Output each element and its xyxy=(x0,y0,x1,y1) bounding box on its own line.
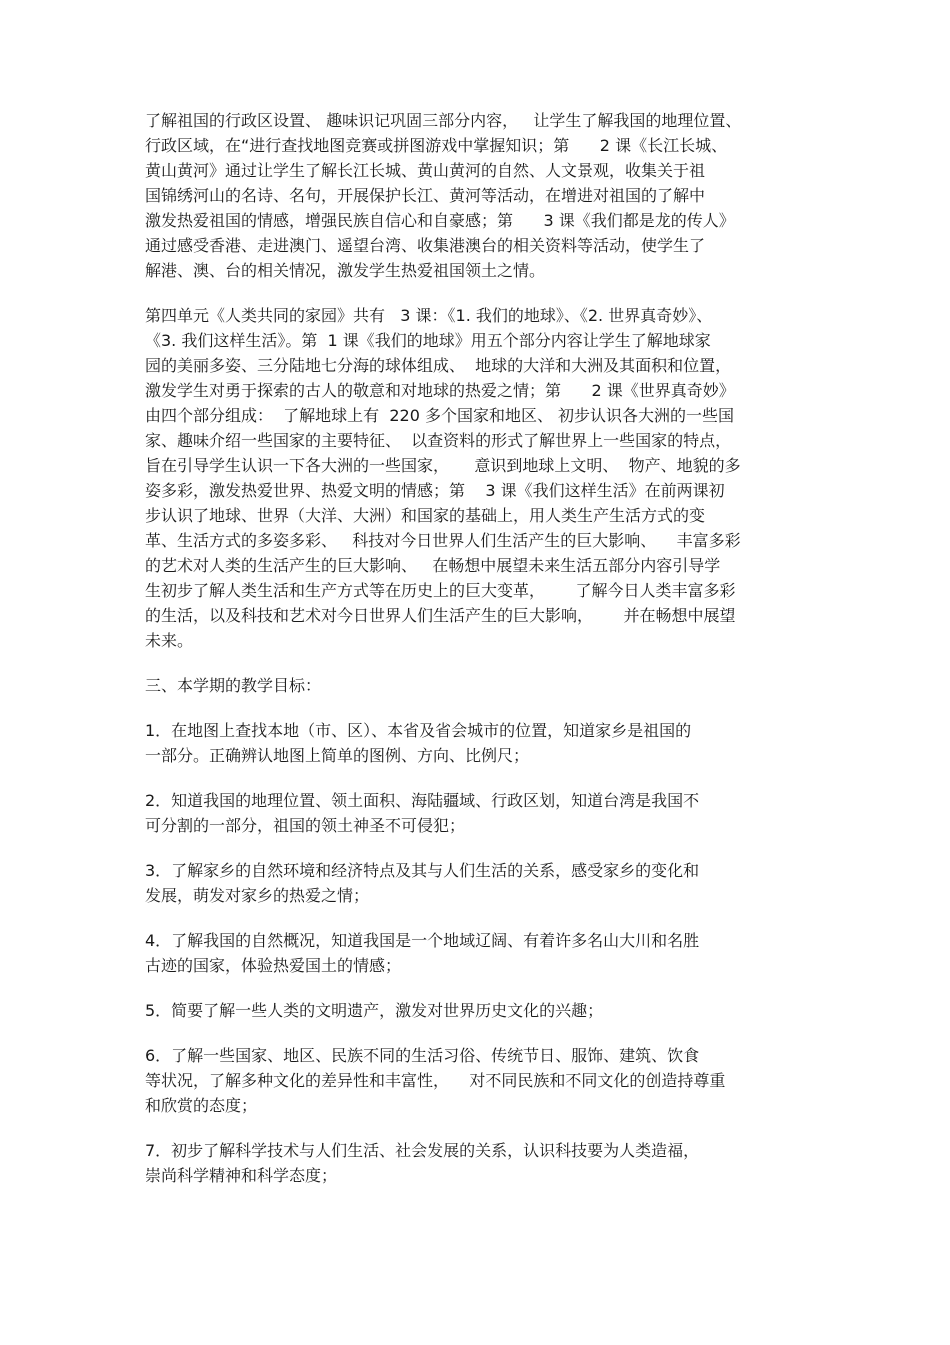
text-line: 的艺术对人类的生活产生的巨大影响、 在畅想中展望未来生活五部分内容引导学 xyxy=(145,556,721,575)
paragraph-gap xyxy=(145,768,815,788)
text-line: 7．初步了解科学技术与人们生活、社会发展的关系，认识科技要为人类造福， xyxy=(145,1141,700,1160)
text-line: 4．了解我国的自然概况，知道我国是一个地域辽阔、有着许多名山大川和名胜 xyxy=(145,931,700,950)
paragraph-gap xyxy=(145,283,815,303)
text-line: 《3. 我们这样生活》。第 1 课《我们的地球》用五个部分内容让学生了解地球家 xyxy=(145,331,711,350)
goal-item-7 xyxy=(145,1138,815,1188)
text-line: 的生活，以及科技和艺术对今日世界人们生活产生的巨大影响， 并在畅想中展望 xyxy=(145,606,736,625)
text-line: 一部分。正确辨认地图上简单的图例、方向、比例尺； xyxy=(145,746,530,765)
text-line: 黄山黄河》通过让学生了解长江长城、黄山黄河的自然、人文景观，收集关于祖 xyxy=(145,161,706,180)
goal-item-6 xyxy=(145,1043,815,1118)
section-heading-goals xyxy=(145,673,815,698)
text-line: 步认识了地球、世界（大洋、大洲）和国家的基础上，用人类生产生活方式的变 xyxy=(145,506,706,525)
text-line: 5．简要了解一些人类的文明遗产，激发对世界历史文化的兴趣； xyxy=(145,1001,604,1020)
text-line: 革、生活方式的多姿多彩、 科技对今日世界人们生活产生的巨大影响、 丰富多彩 xyxy=(145,531,741,550)
text-line: 旨在引导学生认识一下各大洲的一些国家， 意识到地球上文明、 物产、地貌的多 xyxy=(145,456,741,475)
paragraph-gap xyxy=(145,653,815,673)
paragraph-gap xyxy=(145,1023,815,1043)
goal-item-2 xyxy=(145,788,815,838)
text-line: 由四个部分组成： 了解地球上有 220 多个国家和地区、 初步认识各大洲的一些国 xyxy=(145,406,735,425)
goal-item-1 xyxy=(145,718,815,768)
text-line: 等状况，了解多种文化的差异性和丰富性， 对不同民族和不同文化的创造持尊重 xyxy=(145,1071,726,1090)
text-line: 崇尚科学精神和科学态度； xyxy=(145,1166,338,1185)
goal-item-4 xyxy=(145,928,815,978)
text-line: 通过感受香港、走进澳门、遥望台湾、收集港澳台的相关资料等活动，使学生了 xyxy=(145,236,706,255)
text-line: 2．知道我国的地理位置、领土面积、海陆疆域、行政区划，知道台湾是我国不 xyxy=(145,791,700,810)
paragraph-gap xyxy=(145,838,815,858)
paragraph-unit4-summary xyxy=(145,303,815,653)
text-line: 三、本学期的教学目标： xyxy=(145,676,322,695)
paragraph-gap xyxy=(145,1118,815,1138)
text-line: 发展，萌发对家乡的热爱之情； xyxy=(145,886,370,905)
paragraph-gap xyxy=(145,908,815,928)
text-line: 解港、澳、台的相关情况，激发学生热爱祖国领土之情。 xyxy=(145,261,546,280)
text-line: 激发学生对勇于探索的古人的敬意和对地球的热爱之情；第 2 课《世界真奇妙》 xyxy=(145,381,735,400)
text-line: 生初步了解人类生活和生产方式等在历史上的巨大变革， 了解今日人类丰富多彩 xyxy=(145,581,736,600)
paragraph-gap xyxy=(145,698,815,718)
text-line: 未来。 xyxy=(145,631,194,650)
text-line: 国锦绣河山的名诗、名句，开展保护长江、黄河等活动，在增进对祖国的了解中 xyxy=(145,186,706,205)
text-line: 激发热爱祖国的情感，增强民族自信心和自豪感；第 3 课《我们都是龙的传人》 xyxy=(145,211,735,230)
text-line: 第四单元《人类共同的家园》共有 3 课：《1. 我们的地球》、《2. 世界真奇妙》、 xyxy=(145,306,713,325)
text-line: 3．了解家乡的自然环境和经济特点及其与人们生活的关系，感受家乡的变化和 xyxy=(145,861,700,880)
paragraph-gap xyxy=(145,978,815,998)
text-line: 行政区域，在“进行查找地图竞赛或拼图游戏中掌握知识；第 2 课《长江长城、 xyxy=(145,136,728,155)
text-line: 园的美丽多姿、三分陆地七分海的球体组成、 地球的大洋和大洲及其面积和位置， xyxy=(145,356,732,375)
text-line: 6．了解一些国家、地区、民族不同的生活习俗、传统节日、服饰、建筑、饮食 xyxy=(145,1046,700,1065)
text-line: 姿多彩，激发热爱世界、热爱文明的情感；第 3 课《我们这样生活》在前两课初 xyxy=(145,481,725,500)
text-line: 家、趣味介绍一些国家的主要特征、 以查资料的形式了解世界上一些国家的特点， xyxy=(145,431,732,450)
goal-item-5 xyxy=(145,998,815,1023)
text-line: 古迹的国家，体验热爱国土的情感； xyxy=(145,956,402,975)
goal-item-3 xyxy=(145,858,815,908)
text-line: 和欣赏的态度； xyxy=(145,1096,258,1115)
document-page xyxy=(145,108,815,1188)
text-line: 可分割的一部分，祖国的领土神圣不可侵犯； xyxy=(145,816,466,835)
text-line: 了解祖国的行政区设置、 趣味识记巩固三部分内容， 让学生了解我国的地理位置、 xyxy=(145,111,742,130)
text-line: 1．在地图上查找本地（市、区）、本省及省会城市的位置，知道家乡是祖国的 xyxy=(145,721,692,740)
paragraph-unit3-summary xyxy=(145,108,815,283)
